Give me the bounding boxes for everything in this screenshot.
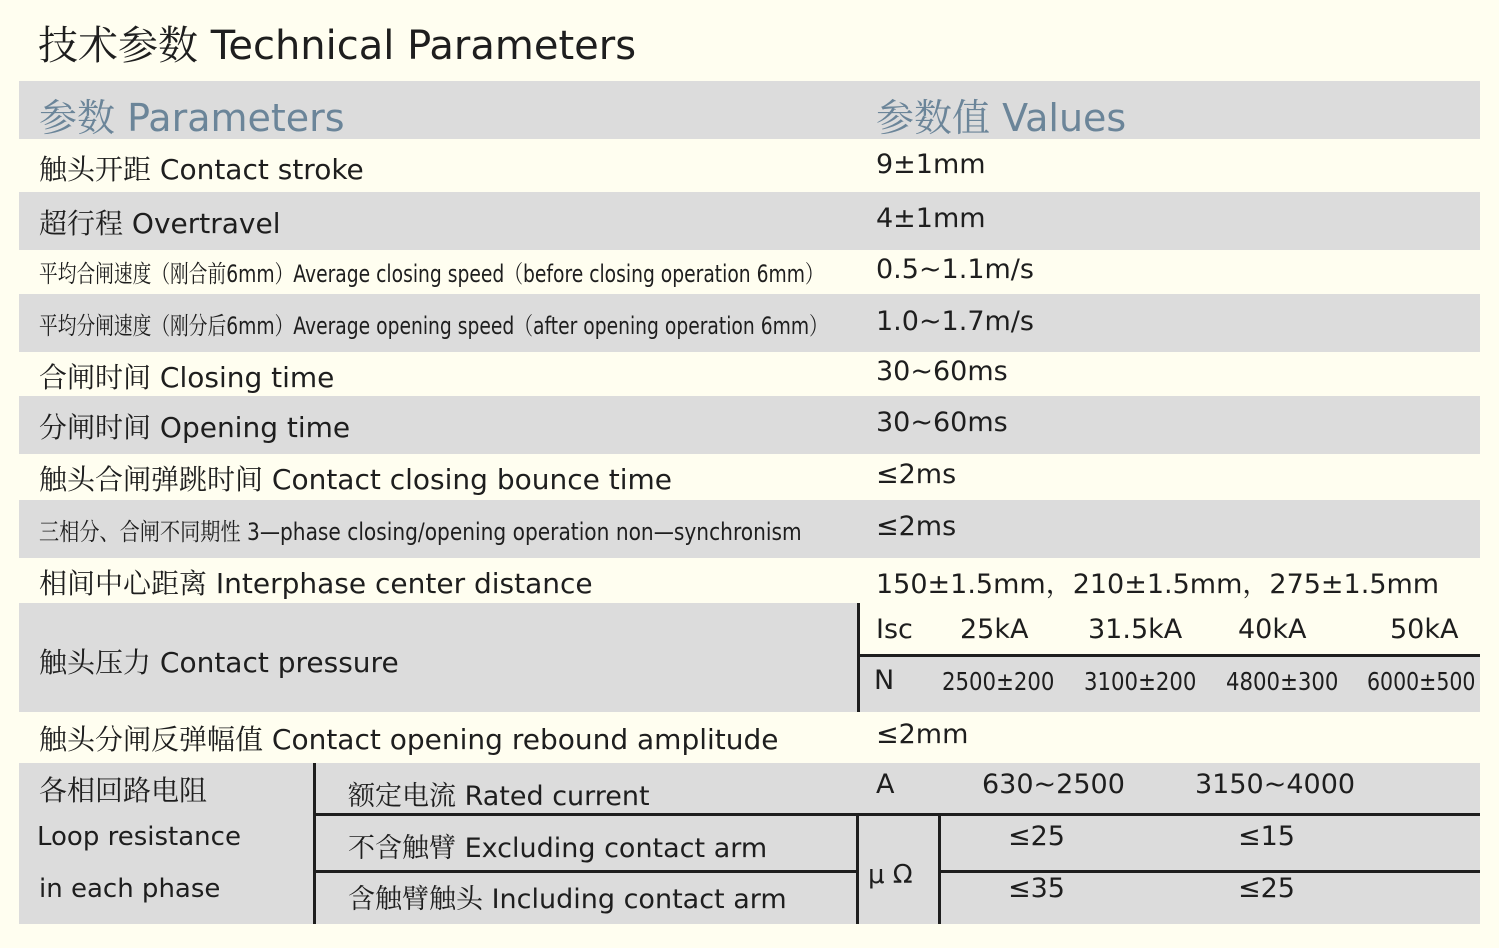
row-label: 相间中心距离 Interphase center distance	[39, 567, 593, 600]
n-label: N	[874, 665, 895, 696]
incl-value: ≤35	[1008, 873, 1065, 904]
isc-value: 40kA	[1238, 614, 1307, 645]
row-value: 1.0~1.7m/s	[876, 306, 1034, 337]
row-label: 触头开距 Contact stroke	[39, 153, 364, 186]
table-row	[19, 396, 1480, 454]
row-value: 30~60ms	[876, 356, 1008, 387]
isc-value: 50kA	[1390, 614, 1459, 645]
table-row	[19, 558, 1480, 602]
divider	[313, 870, 858, 873]
divider	[857, 654, 1480, 657]
row-label: 超行程 Overtravel	[39, 207, 281, 240]
divider	[857, 603, 860, 712]
loop-label-en2: in each phase	[39, 874, 221, 904]
loop-label-en1: Loop resistance	[37, 822, 241, 852]
rated-current-label: 额定电流 Rated current	[348, 781, 650, 812]
excluding-arm-label: 不含触臂 Excluding contact arm	[348, 833, 768, 864]
including-arm-label: 含触臂触头 Including contact arm	[348, 884, 787, 915]
isc-label: Isc	[876, 614, 913, 645]
n-value: 2500±200	[942, 667, 1055, 696]
n-value: 6000±500	[1367, 667, 1476, 696]
table-row	[19, 454, 1480, 500]
n-value: 3100±200	[1084, 667, 1197, 696]
table-header	[19, 81, 1480, 139]
resistance-unit: μ Ω	[868, 860, 913, 890]
row-label: 三相分、合闸不同期性 3—phase closing/opening operation non—synchronism	[39, 518, 802, 546]
row-label: 触头分闸反弹幅值 Contact opening rebound amplitude	[39, 723, 779, 756]
excl-value: ≤25	[1008, 821, 1065, 852]
isc-value: 25kA	[960, 614, 1029, 645]
header-value: 参数值 Values	[876, 96, 1127, 140]
row-label: 合闸时间 Closing time	[39, 361, 335, 394]
header-param: 参数 Parameters	[39, 96, 345, 140]
n-value: 4800±300	[1226, 667, 1339, 696]
rated-value: 630~2500	[982, 769, 1125, 800]
row-value: 150±1.5mm，210±1.5mm，275±1.5mm	[876, 569, 1440, 600]
incl-value: ≤25	[1238, 873, 1295, 904]
row-value: 9±1mm	[876, 149, 986, 180]
row-value: ≤2ms	[876, 459, 957, 490]
row-value: 4±1mm	[876, 203, 986, 234]
divider	[313, 763, 316, 924]
page-title: 技术参数 Technical Parameters	[38, 23, 637, 69]
table-row	[19, 352, 1480, 396]
row-label: 平均分闸速度（刚分后6mm）Average opening speed（after opening operation 6mm）	[39, 312, 828, 340]
table-row	[19, 140, 1480, 192]
row-value: 0.5~1.1m/s	[876, 254, 1034, 285]
row-label: 平均合闸速度（刚合前6mm）Average closing speed（before closing operation 6mm）	[39, 260, 824, 288]
pressure-label: 触头压力 Contact pressure	[39, 646, 399, 679]
table-row	[19, 712, 1480, 763]
table-row	[19, 500, 1480, 558]
row-label: 触头合闸弹跳时间 Contact closing bounce time	[39, 463, 673, 496]
table-row	[19, 294, 1480, 352]
row-label: 分闸时间 Opening time	[39, 411, 351, 444]
excl-value: ≤15	[1238, 821, 1295, 852]
row-value: ≤2mm	[876, 719, 969, 750]
rated-unit: A	[876, 769, 895, 800]
row-value: ≤2ms	[876, 511, 957, 542]
row-value: 30~60ms	[876, 407, 1008, 438]
rated-value: 3150~4000	[1195, 769, 1356, 800]
divider	[938, 813, 941, 924]
loop-label-cn: 各相回路电阻	[39, 774, 208, 807]
isc-value: 31.5kA	[1088, 614, 1183, 645]
table-row	[19, 192, 1480, 250]
table-row	[19, 250, 1480, 294]
divider	[856, 813, 859, 924]
divider	[313, 813, 1480, 816]
